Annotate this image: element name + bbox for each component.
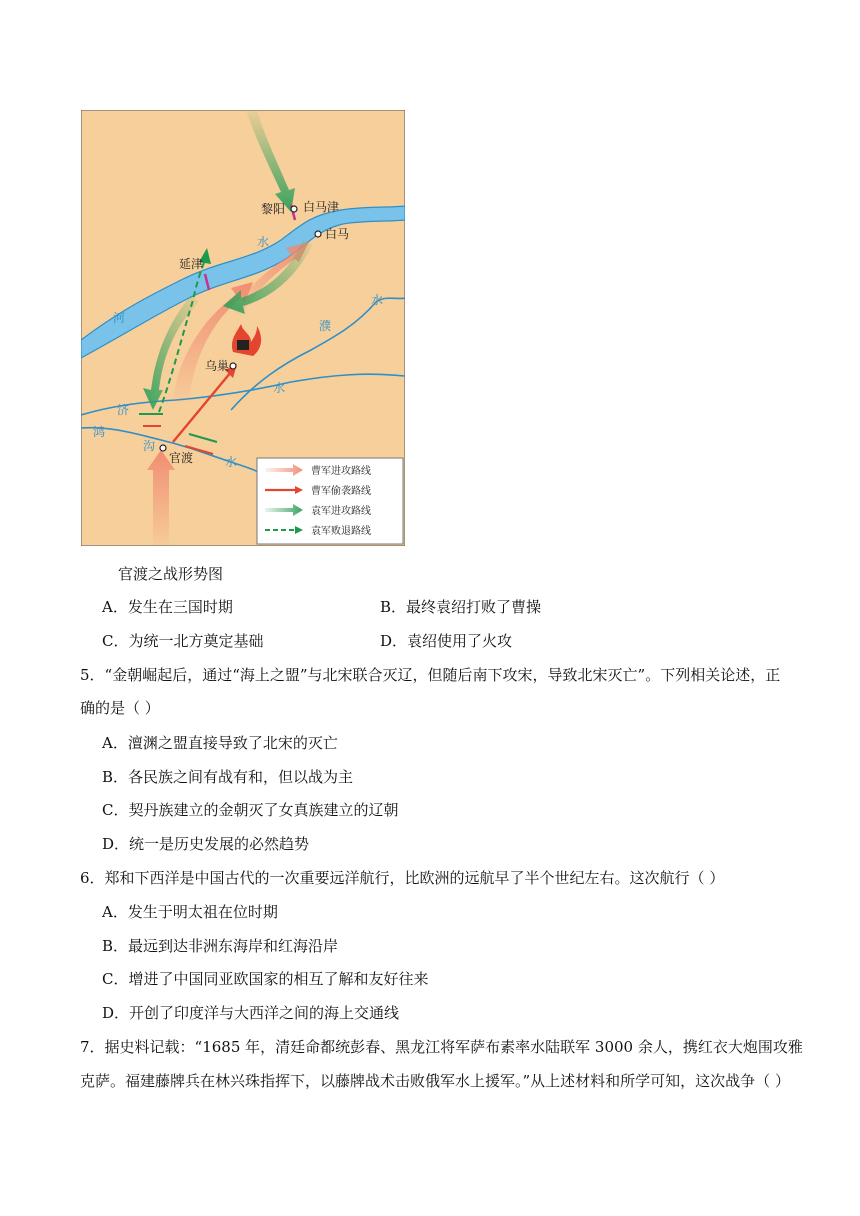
label-river-gou: 沟 [143,439,156,453]
q4-option-a[interactable] [102,596,233,617]
option-key: D． [380,632,408,650]
option-text: 为统一北方奠定基础 [128,632,264,650]
q5-option-d[interactable] [102,833,309,854]
option-key: C． [102,801,129,819]
q7-stem-line2: 克萨。福建藤牌兵在林兴珠指挥下，以藤牌战术击败俄军水上援军。”从上述材料和所学可知，这次战争（ ） [80,1072,790,1090]
wuchao-marker [230,363,236,369]
guandu-marker [160,445,166,451]
option-text: 最远到达非洲东海岸和红海沿岸 [128,937,339,955]
liyang-marker [291,206,297,212]
option-text: 开创了印度洋与大西洋之间的海上交通线 [129,1004,400,1022]
option-key: A． [102,734,128,752]
label-river-ji: 济 [117,403,130,417]
option-key: B． [102,937,129,955]
option-text: 澶渊之盟直接导致了北宋的灭亡 [127,734,338,752]
option-text: 最终袁绍打败了曹操 [406,598,542,616]
option-text: 发生在三国时期 [127,598,233,616]
option-key: B． [102,768,129,786]
label-river-he: 河 [113,311,126,325]
q5-stem-line1: 5．“金朝崛起后，通过“海上之盟”与北宋联合灭辽，但随后南下攻宋，导致北宋灭亡”。下列相关论述，正 [80,666,781,684]
label-river-gou-shui: 水 [225,455,238,469]
option-text: 契丹族建立的金朝灭了女真族建立的辽朝 [128,801,399,819]
q4-option-d[interactable] [380,630,512,651]
q6-option-a[interactable] [102,901,278,922]
map-caption: 官渡之战形势图 [118,565,224,583]
q7-stem-line1: 7．据史料记载：“1685 年，清廷命都统彭春、黑龙江将军萨布素率水陆联军 3000 余人，携红衣大炮围攻雅 [80,1038,803,1056]
q5-option-b[interactable] [102,766,353,787]
option-text: 统一是历史发展的必然趋势 [129,835,310,853]
label-guandu: 官渡 [169,451,194,465]
label-liyang: 黎阳 [261,202,286,216]
label-wuchao: 乌巢 [205,359,230,373]
legend-label-yuan-attack: 袁军进攻路线 [311,506,371,517]
label-river-shui2: 水 [273,381,286,395]
option-key: D． [102,1004,130,1022]
label-baima: 白马 [325,227,350,241]
label-river-pu: 濮 [319,319,332,333]
q4-option-b[interactable] [380,596,541,617]
q6-stem-line1: 6．郑和下西洋是中国古代的一次重要远洋航行，比欧洲的远航早了半个世纪左右。这次航行（ ） [80,869,725,887]
map-legend [257,458,403,544]
label-baimajin: 白马津 [303,200,340,214]
guandu-battle-map [81,110,405,546]
legend-label-cao-attack: 曹军进攻路线 [311,466,371,477]
label-yanjin: 延津 [179,257,204,271]
option-key: C． [102,632,129,650]
q5-option-c[interactable] [102,799,399,820]
baima-marker [315,231,321,237]
q4-option-c[interactable] [102,630,264,651]
label-river-pu-shui: 水 [371,293,384,307]
option-key: A． [102,903,128,921]
q5-option-a[interactable] [102,732,338,753]
option-key: C． [102,970,129,988]
option-text: 发生于明太祖在位时期 [127,903,278,921]
option-text: 各民族之间有战有和，但以战为主 [128,768,354,786]
label-river-hong: 鸿 [93,425,106,439]
option-key: A． [102,598,128,616]
option-key: B． [380,598,407,616]
option-text: 袁绍使用了火攻 [407,632,513,650]
option-text: 增进了中国同亚欧国家的相互了解和友好往来 [128,970,429,988]
label-river-shui: 水 [257,235,270,249]
q6-option-d[interactable] [102,1002,399,1023]
option-key: D． [102,835,130,853]
legend-label-cao-raid: 曹军偷袭路线 [311,486,371,497]
legend-label-yuan-retreat: 袁军败退路线 [311,526,371,537]
q6-option-c[interactable] [102,968,429,989]
q6-option-b[interactable] [102,935,338,956]
q5-stem-line2: 确的是（ ） [80,699,160,717]
